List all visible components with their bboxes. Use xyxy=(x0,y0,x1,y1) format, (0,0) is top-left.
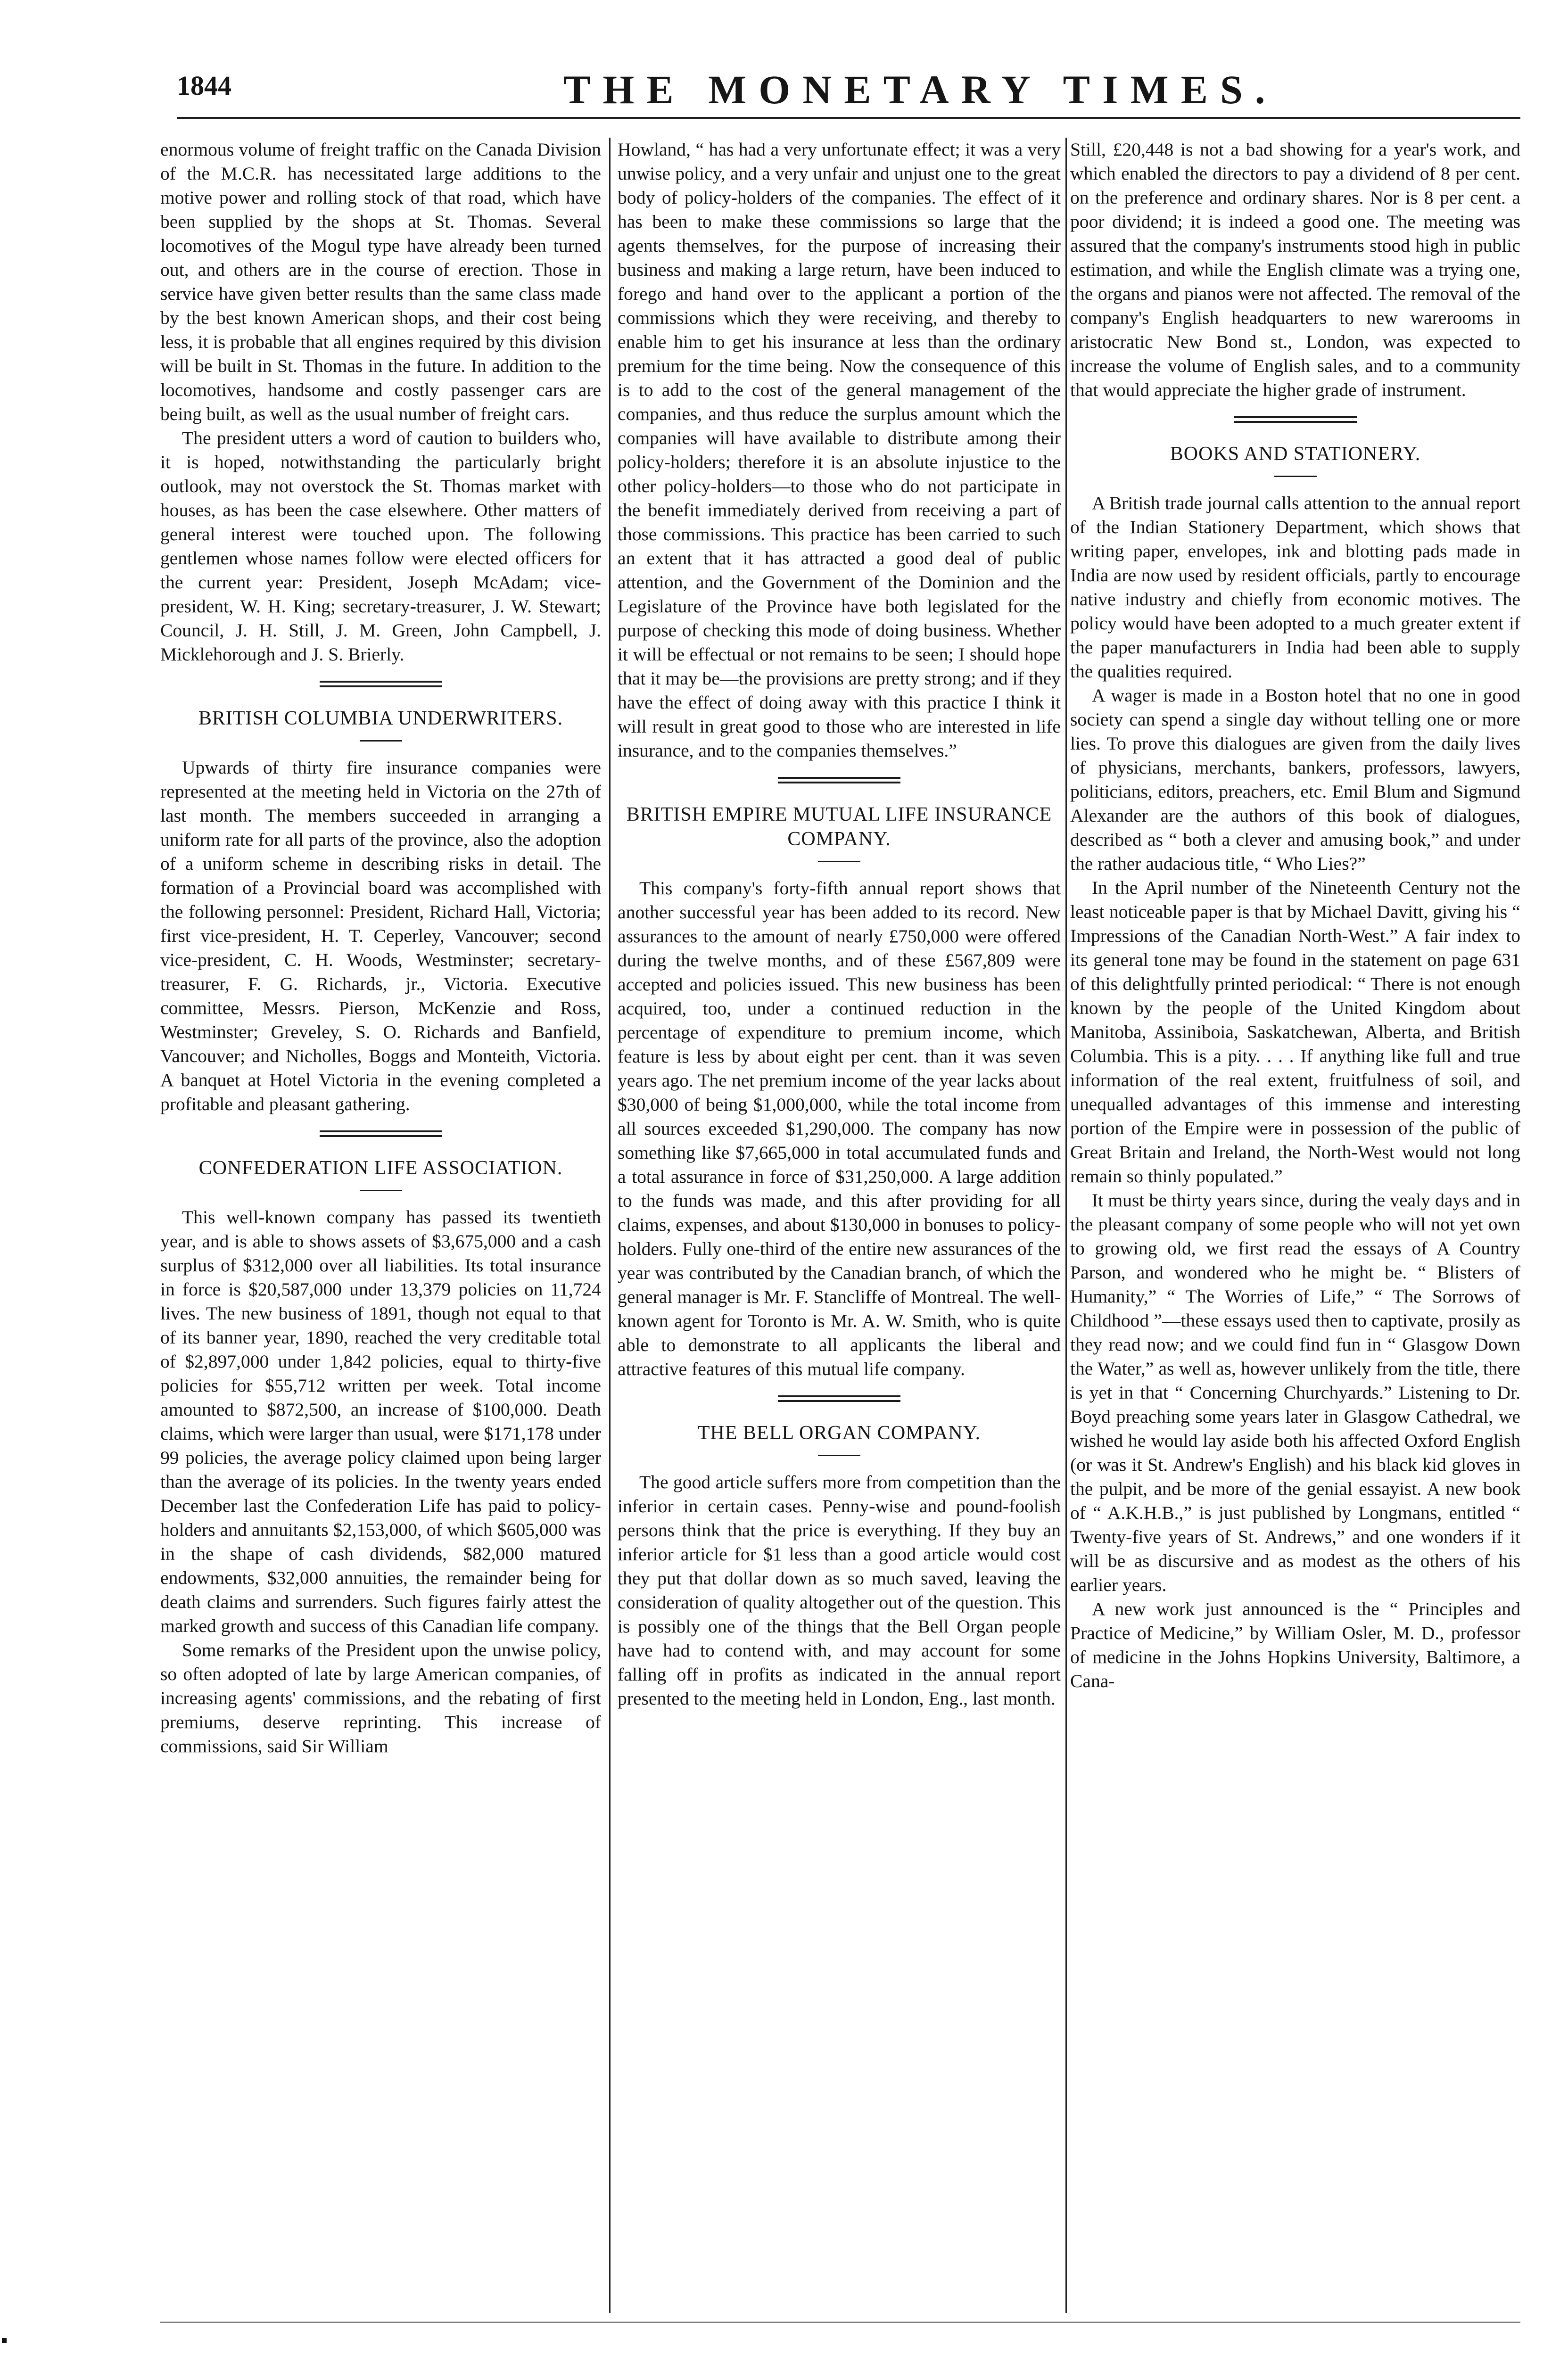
header-rule xyxy=(177,117,1520,119)
article-text: Some remarks of the President upon the unwise policy, so often adopted of late by large American companies, of increasing agents' commissions, and the rebating of first premiums, deserve reprinting. This increase of commissions, said Sir William xyxy=(160,1640,601,1756)
article-text: The good article suffers more from competition than the inferior in certain cases. Penny-wise and pound-foolish persons think that the price is everything. If they buy an inferior article for $1 less than a good article would cost they put that dollar down as so much saved, leaving the consideration of quality altogether out of the question. This is possibly one of the things that the Bell Organ people have had to contend with, and may account for some falling off in profits as indicated in the annual report presented to the meeting held in London, Eng., last month. xyxy=(618,1472,1061,1709)
short-rule xyxy=(1274,476,1317,477)
double-rule-separator xyxy=(160,677,601,693)
column-divider-2 xyxy=(1065,138,1067,2313)
article-text: This well-known company has passed its twentieth year, and is able to shows assets of $3,675,000 and a cash surplus of $312,000 over all liabilities. Its total insurance in force is $20,587,000 under 13,379 policies on 11,724 lives. The new business of 1891, though not equal to that of its banner year, 1890, reached the very creditable total of $2,897,000 under 1,842 policies, equal to thirty-five policies for $55,712 written per week. Total income amounted to $872,500, an increase of $100,000. Death claims, which were larger than usual, were $171,178 under 99 policies, the average policy claimed upon being larger than the average of its policies. In the twenty years ended December last the Confederation Life has paid to policy-holders and annuitants $2,153,000, of which $605,000 was in the shape of cash dividends, $82,000 matured endowments, $32,000 annuities, the remainder being for death claims and surrenders. Such figures fairly attest the marked growth and success of this Canadian life company. xyxy=(160,1207,601,1636)
scan-mark xyxy=(2,2338,7,2343)
column-3 xyxy=(1070,138,1520,2313)
column-2 xyxy=(618,138,1061,2313)
short-rule xyxy=(818,1455,860,1456)
double-rule-separator xyxy=(618,773,1061,789)
article-text: In the April number of the Nineteenth Century not the least noticeable paper is that by Michael Davitt, giving his “ Impressions of the Canadian North-West.” A fair index to its general tone may be found in the statement on page 631 of this delightfully printed periodical: “ There is not enough known by the people of the United Kingdom about Manitoba, Assiniboia, Saskatchewan, Alberta, and British Columbia. This is a pity. . . . If anything like full and true information of the real extent, fruitfulness of soil, and unequalled advantages of this immense and interesting portion of the Empire were in possession of the public of Great Britain and Ireland, the North-West would not long remain so thinly populated.” xyxy=(1070,877,1520,1187)
article-text: Upwards of thirty fire insurance companies were represented at the meeting held in Victoria on the 27th of last month. The members succeeded in arranging a uniform rate for all parts of the province, also the adoption of a uniform scheme in describing risks in detail. The formation of a Provincial board was accomplished with the following personnel: President, Richard Hall, Victoria; first vice-president, H. T. Ceperley, Vancouver; second vice-president, C. H. Woods, Westminster; secretary-treasurer, F. G. Richards, jr., Victoria. Executive committee, Messrs. Pierson, McKenzie and Ross, Westminster; Greveley, S. O. Richards and Banfield, Vancouver; and Nicholles, Boggs and Monteith, Victoria. A banquet at Hotel Victoria in the evening completed a profitable and pleasant gathering. xyxy=(160,757,601,1114)
section-heading: BOOKS AND STATIONERY. xyxy=(1170,443,1421,465)
article-text: A new work just announced is the “ Principles and Practice of Medicine,” by William Osler, M. D., professor of medicine in the Johns Hopkins University, Baltimore, a Cana- xyxy=(1070,1599,1520,1691)
article-text: enormous volume of freight traffic on the Canada Division of the M.C.R. has necessitated large additions to the motive power and rolling stock of that road, which have been supplied by the shops at St. Thomas. Several locomotives of the Mogul type have already been turned out, and others are in the course of erection. Those in service have given better results than the same class made by the best known American shops, and their cost being less, it is probable that all engines required by this division will be built in St. Thomas in the future. In addition to the locomotives, handsome and costly passenger cars are being built, as well as the usual number of freight cars. xyxy=(160,139,601,424)
double-rule-separator xyxy=(1070,412,1520,429)
double-rule-separator xyxy=(160,1127,601,1143)
short-rule xyxy=(360,740,402,742)
masthead-title: THE MONETARY TIMES. xyxy=(563,67,1278,112)
article-text: A British trade journal calls attention to the annual report of the Indian Stationery Department, which shows that writing paper, envelopes, ink and blotting pads made in India are now used by resident officials, partly to encourage native industry and chiefly from economic motives. The policy would have been adopted to a much greater extent if the paper manufacturers in India had been able to supply the qualities required. xyxy=(1070,493,1520,682)
page-number: 1844 xyxy=(177,70,231,101)
section-heading: BRITISH COLUMBIA UNDERWRITERS. xyxy=(198,708,563,729)
article-text: This company's forty-fifth annual report shows that another successful year has been added to its record. New assurances to the amount of nearly £750,000 were offered during the twelve months, and of these £567,809 were accepted and policies issued. This new business has been acquired, too, under a continued reduction in the percentage of expenditure to premium income, which feature is less by about eight per cent. than it was seven years ago. The net premium income of the year lacks about $30,000 of being $1,000,000, while the total income from all sources exceeded $1,290,000. The company has now something like $7,665,000 in total accumulated funds and a total assurance in force of $31,250,000. A large addition to the funds was made, and this after providing for all claims, expenses, and about $130,000 in bonuses to policy-holders. Fully one-third of the entire new assurances of the year was contributed by the Canadian branch, of which the general manager is Mr. F. Stancliffe of Montreal. The well-known agent for Toronto is Mr. A. W. Smith, who is quite able to demonstrate to all applicants the liberal and attractive features of this mutual life company. xyxy=(618,878,1061,1379)
column-divider-1 xyxy=(609,138,611,2313)
section-heading: CONFEDERATION LIFE ASSOCIATION. xyxy=(198,1157,563,1179)
article-text: A wager is made in a Boston hotel that no one in good society can spend a single day without telling one or more lies. To prove this dialogues are given from the daily lives of physicians, merchants, bankers, professors, lawyers, politicians, editors, preachers, etc. Emil Blum and Sigmund Alexander are the authors of this book of dialogues, described as “ both a clever and amusing book,” and under the rather audacious title, “ Who Lies?” xyxy=(1070,685,1520,874)
bottom-rule xyxy=(160,2322,1520,2323)
section-heading: THE BELL ORGAN COMPANY. xyxy=(697,1422,981,1444)
article-text: The president utters a word of caution to builders who, it is hoped, notwithstanding the particularly bright outlook, may not overstock the St. Thomas market with houses, as has been the case elsewhere. Other matters of general interest were touched upon. The following gentlemen whose names follow were elected officers for the current year: President, Joseph McAdam; vice-president, W. H. King; secretary-treasurer, J. W. Stewart; Council, J. H. Still, J. M. Green, John Campbell, J. Micklehorough and J. S. Brierly. xyxy=(160,428,601,665)
short-rule xyxy=(818,861,860,862)
section-heading: BRITISH EMPIRE MUTUAL LIFE INSURANCE COMPANY. xyxy=(626,804,1052,850)
double-rule-separator xyxy=(618,1392,1061,1408)
column-1 xyxy=(160,138,601,2313)
short-rule xyxy=(360,1190,402,1191)
article-text: It must be thirty years since, during the vealy days and in the pleasant company of some people who will not yet own to growing old, we first read the essays of A Country Parson, and wondered who he might be. “ Blisters of Humanity,” “ The Worries of Life,” “ The Sorrows of Childhood ”—these essays used then to captivate, prosily as they read now; and we could find fun in “ Glasgow Down the Water,” as well as, however unlikely from the title, there is yet in that “ Concerning Churchyards.” Listening to Dr. Boyd preaching some years later in Glasgow Cathedral, we wished he would lay aside both his affected Oxford English (or was it St. Andrew's English) and his black kid gloves in the pulpit, and be more of the genial essayist. A new book of “ A.K.H.B.,” is just published by Longmans, entitled “ Twenty-five years of St. Andrews,” and one wonders if it will be as discursive and as modest as the others of his earlier years. xyxy=(1070,1190,1520,1595)
article-text: Howland, “ has had a very unfortunate effect; it was a very unwise policy, and a very unfair and unjust one to the great body of policy-holders of the companies. The effect of it has been to make these commissions so large that the agents themselves, for the purpose of increasing their business and making a large return, have been induced to forego and hand over to the applicant a portion of the commissions which they were receiving, and thereby to enable him to get his insurance at less than the ordinary premium for the time being. Now the consequence of this is to add to the cost of the general management of the companies, and thus reduce the surplus amount which the companies will have available to distribute among their policy-holders; therefore it is an absolute injustice to the other policy-holders—to those who do not participate in the benefit immediately derived from receiving a part of those commissions. This practice has been carried to such an extent that it has attracted a good deal of public attention, and the Government of the Dominion and the Legislature of the Province have both legislated for the purpose of checking this mode of doing business. Whether it will be effectual or not remains to be seen; I should hope that it may be—the provisions are pretty strong; and if they have the effect of doing away with this practice I think it will result in great good to those who are interested in life insurance, and to the companies themselves.” xyxy=(618,139,1061,761)
page-header xyxy=(0,66,1568,123)
article-text: Still, £20,448 is not a bad showing for a year's work, and which enabled the directors to pay a dividend of 8 per cent. on the preference and ordinary shares. Nor is 8 per cent. a poor dividend; it is indeed a good one. The meeting was assured that the company's instruments stood high in public estimation, and while the English climate was a trying one, the organs and pianos were not affected. The removal of the company's English headquarters to new warerooms in aristocratic New Bond st., London, was expected to increase the volume of English sales, and to a community that would appreciate the higher grade of instrument. xyxy=(1070,139,1520,400)
